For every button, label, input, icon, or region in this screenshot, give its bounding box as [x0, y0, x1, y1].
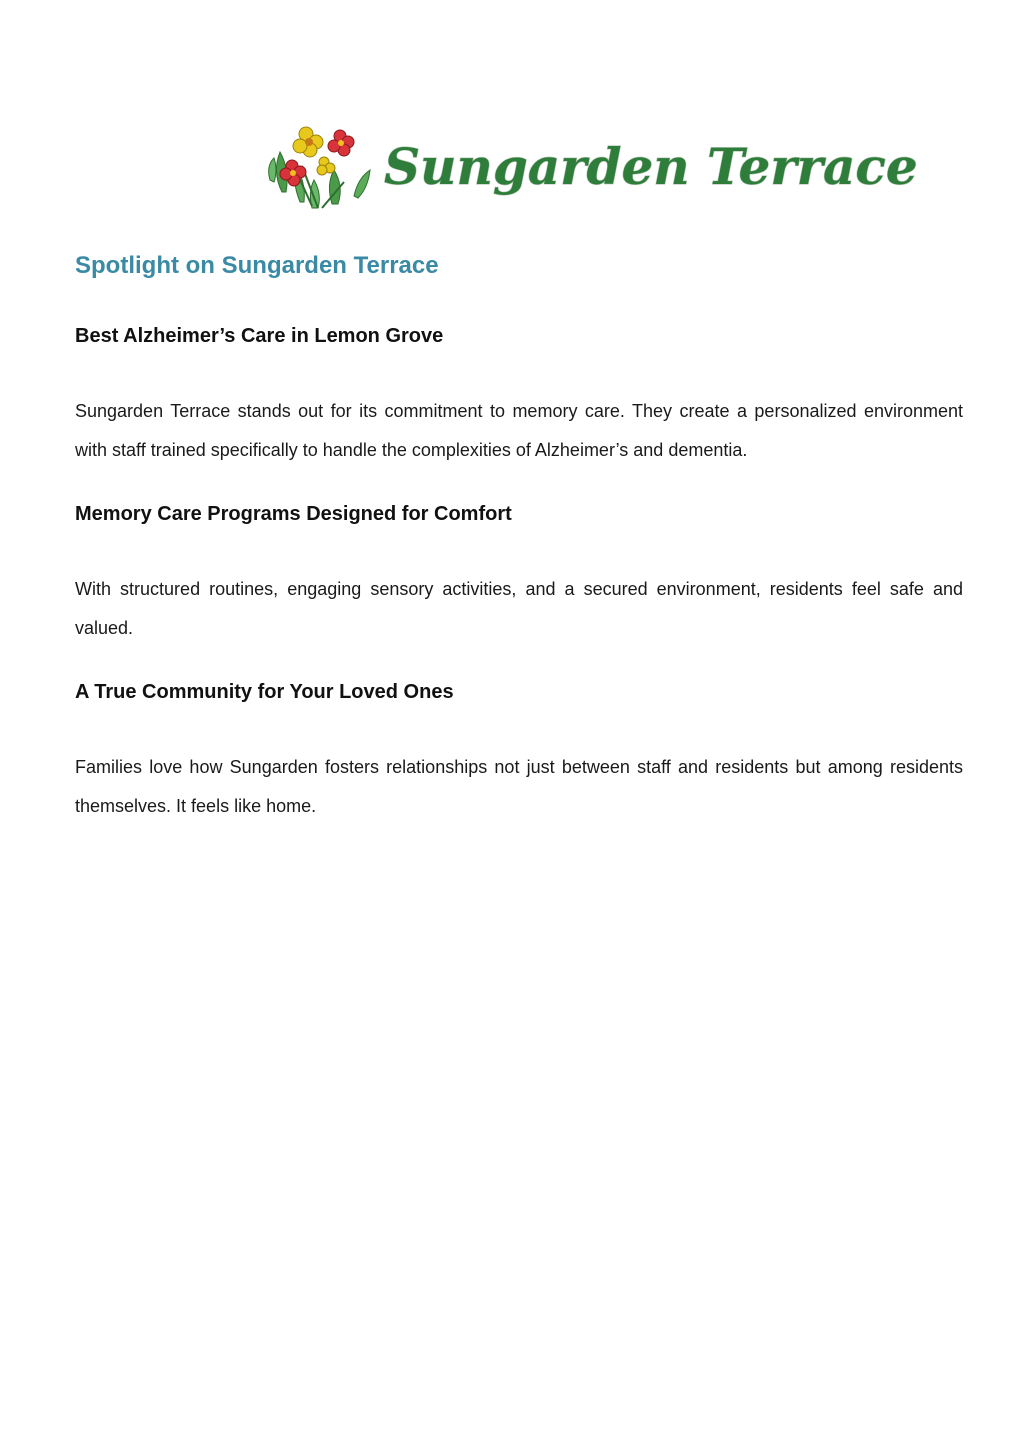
section-body: With structured routines, engaging sensory activities, and a secured environment, residents feel safe and valued. [75, 579, 963, 638]
section-body: Sungarden Terrace stands out for its commitment to memory care. They create a personalized environment with staff trained specifically to handle the complexities of Alzheimer’s and dementia. [75, 401, 963, 460]
section-heading: Best Alzheimer’s Care in Lemon Grove [75, 325, 444, 347]
section-heading: Memory Care Programs Designed for Comfort [75, 503, 512, 525]
logo [262, 122, 918, 214]
logo-text: Sungarden Terrace [384, 137, 918, 196]
section-body: Families love how Sungarden fosters relationships not just between staff and residents but among residents themselves. It feels like home. [75, 757, 963, 816]
logo-image [262, 122, 918, 214]
document-body [75, 248, 963, 826]
flower-bouquet-icon [269, 127, 370, 208]
section-heading: A True Community for Your Loved Ones [75, 681, 454, 703]
page-title: Spotlight on Sungarden Terrace [75, 252, 439, 279]
